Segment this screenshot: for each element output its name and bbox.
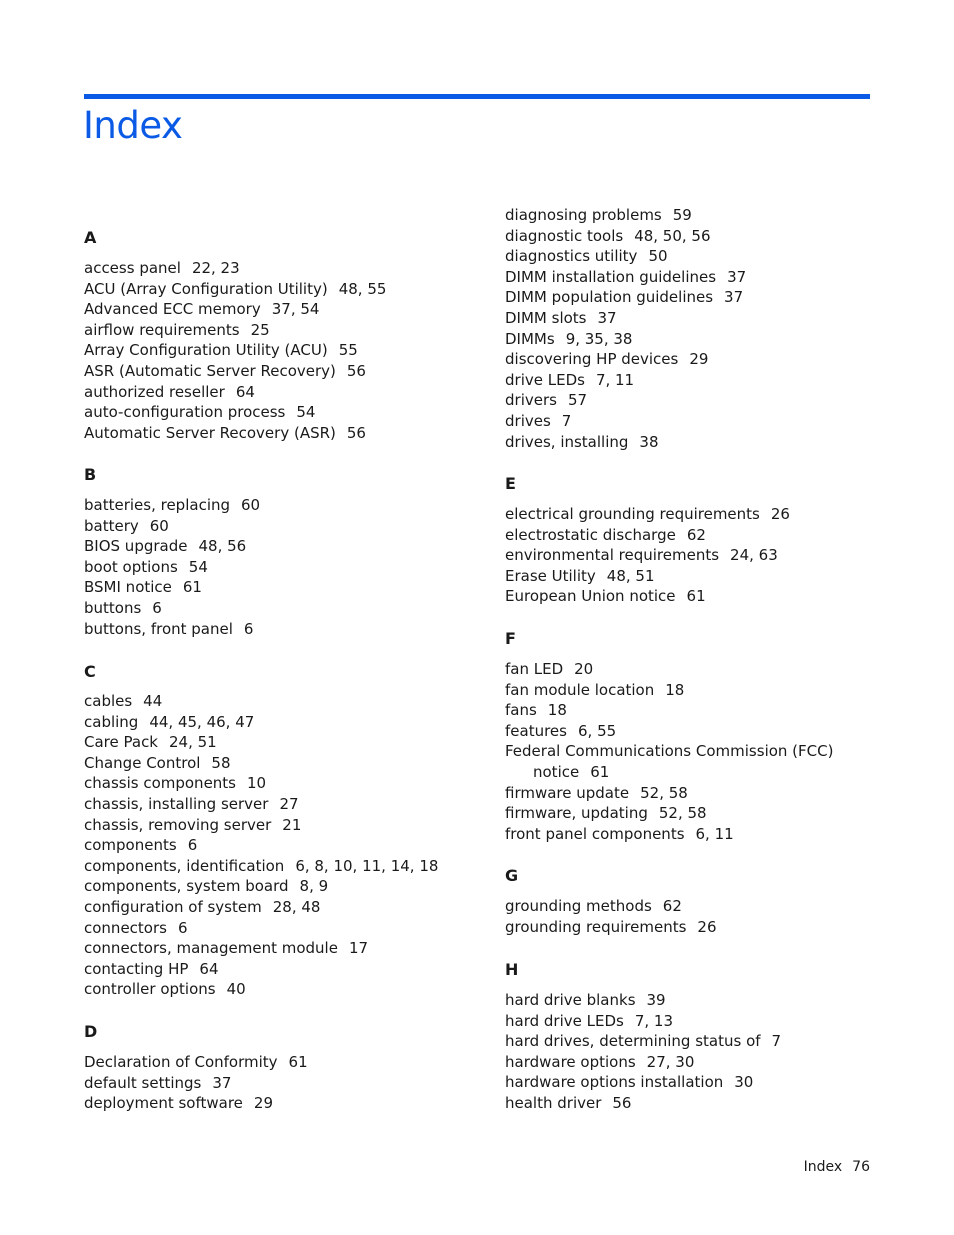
index-entry <box>505 329 632 350</box>
index-term: features <box>505 721 567 740</box>
index-term: grounding methods <box>505 897 652 915</box>
index-term: diagnostics utility <box>505 247 638 266</box>
index-term: drive LEDs <box>505 370 585 389</box>
index-entry <box>505 803 707 824</box>
index-entry <box>505 1052 694 1073</box>
index-entry <box>505 700 567 721</box>
index-entry <box>505 432 659 453</box>
index-pages: 52, 58 <box>658 804 707 823</box>
index-entry <box>505 721 616 742</box>
index-entry <box>84 340 358 361</box>
section-letter-c: C <box>84 662 96 681</box>
index-term: components, identification <box>84 856 285 875</box>
index-term: firmware, updating <box>505 804 648 823</box>
index-entry <box>84 691 162 712</box>
index-pages: 54 <box>188 557 208 576</box>
index-entry <box>505 370 634 391</box>
index-pages: 48, 51 <box>606 566 655 585</box>
index-pages: 50 <box>648 247 668 266</box>
index-term: fan module location <box>505 680 655 699</box>
index-term: DIMM installation guidelines <box>505 267 717 286</box>
index-entry <box>505 990 666 1011</box>
index-entry <box>505 525 706 546</box>
index-entry <box>84 794 299 815</box>
index-entry <box>505 411 571 432</box>
index-pages: 29 <box>689 350 709 369</box>
index-term: Array Configuration Utility (ACU) <box>84 341 328 360</box>
index-term: health driver <box>505 1094 602 1112</box>
index-entry <box>84 258 240 279</box>
index-pages: 61 <box>182 578 202 597</box>
index-term: Advanced ECC memory <box>84 300 261 319</box>
index-term: chassis, removing server <box>84 815 272 834</box>
index-term-continuation: notice <box>533 762 580 781</box>
index-term: components <box>84 836 177 855</box>
index-term: configuration of system <box>84 898 262 916</box>
index-pages: 62 <box>662 897 682 915</box>
index-entry <box>505 205 692 226</box>
index-entry <box>84 516 169 537</box>
index-term: Change Control <box>84 753 201 772</box>
index-term: fan LED <box>505 660 564 678</box>
index-term: hardware options installation <box>505 1073 724 1092</box>
index-entry <box>84 732 217 753</box>
index-entry <box>505 267 746 288</box>
index-term: connectors <box>84 918 167 937</box>
index-pages: 61 <box>686 587 706 606</box>
index-pages: 6, 8, 10, 11, 14, 18 <box>295 856 439 875</box>
index-term: buttons, front panel <box>84 619 233 638</box>
index-entry <box>505 390 587 411</box>
index-entry <box>505 226 711 247</box>
index-pages: 59 <box>672 206 692 224</box>
index-pages: 40 <box>226 980 246 999</box>
index-pages: 7, 13 <box>634 1011 673 1030</box>
index-pages: 30 <box>734 1073 754 1092</box>
index-term: BIOS upgrade <box>84 537 188 556</box>
index-term: default settings <box>84 1073 202 1092</box>
section-letter-h: H <box>505 960 519 979</box>
index-term: drives <box>505 412 551 430</box>
index-pages: 52, 58 <box>640 783 688 802</box>
index-entry <box>505 1031 781 1052</box>
index-entry <box>84 382 255 403</box>
index-entry <box>84 495 260 516</box>
index-term: electrical grounding requirements <box>505 505 760 523</box>
index-entry <box>505 566 655 587</box>
index-entry <box>84 320 270 341</box>
index-entry <box>505 783 688 804</box>
index-entry <box>84 815 301 836</box>
index-pages: 7 <box>771 1032 782 1051</box>
index-term: hard drive blanks <box>505 991 636 1009</box>
index-pages: 18 <box>547 701 567 720</box>
footer-label: Index <box>803 1159 843 1175</box>
index-entry <box>505 287 743 308</box>
index-entry <box>84 279 386 300</box>
index-pages: 20 <box>574 660 594 678</box>
index-pages: 60 <box>149 516 169 535</box>
index-entry <box>84 361 366 382</box>
index-entry <box>84 835 197 856</box>
index-pages: 37 <box>212 1073 232 1092</box>
index-term: Erase Utility <box>505 566 596 585</box>
index-entry <box>84 979 246 1000</box>
section-letter-e: E <box>505 474 516 493</box>
index-pages: 28, 48 <box>272 898 321 916</box>
index-entry <box>505 917 717 938</box>
index-pages: 37 <box>597 309 617 327</box>
index-pages: 54 <box>296 403 316 422</box>
index-pages: 61 <box>590 762 610 781</box>
index-entry <box>505 586 706 607</box>
index-entry <box>505 659 593 680</box>
index-pages: 6, 11 <box>695 824 734 843</box>
index-term: connectors, management module <box>84 939 338 958</box>
index-entry <box>84 959 219 980</box>
index-entry <box>84 557 208 578</box>
index-pages: 56 <box>612 1094 632 1112</box>
index-term: front panel components <box>505 824 685 843</box>
page-title: Index <box>83 104 183 147</box>
index-pages: 8, 9 <box>299 877 329 896</box>
index-term: BSMI notice <box>84 578 172 597</box>
index-term: auto-configuration process <box>84 403 286 422</box>
index-pages: 22, 23 <box>191 259 240 277</box>
index-pages: 17 <box>348 939 369 958</box>
index-pages: 61 <box>288 1053 308 1071</box>
index-term: Federal Communications Commission (FCC) <box>505 742 834 761</box>
index-pages: 6, 55 <box>577 721 617 740</box>
index-entry <box>505 504 790 525</box>
index-term: drives, installing <box>505 432 629 451</box>
section-letter-a: A <box>84 228 97 247</box>
index-term: grounding requirements <box>505 917 687 936</box>
index-term: battery <box>84 516 139 535</box>
index-pages: 24, 63 <box>730 546 778 565</box>
index-term: controller options <box>84 980 216 999</box>
index-term: authorized reseller <box>84 382 225 401</box>
index-entry <box>505 545 778 566</box>
index-term: firmware update <box>505 783 630 802</box>
index-pages: 44 <box>143 692 163 710</box>
index-pages: 29 <box>253 1094 273 1113</box>
index-term: environmental requirements <box>505 546 720 565</box>
index-term: Care Pack <box>84 733 158 752</box>
index-pages: 62 <box>686 525 706 544</box>
index-term: hardware options <box>505 1052 636 1071</box>
index-pages: 7, 11 <box>595 370 635 389</box>
section-letter-f: F <box>505 629 516 648</box>
index-pages: 44, 45, 46, 47 <box>149 712 255 731</box>
section-letter-b: B <box>84 465 97 484</box>
index-pages: 25 <box>250 320 270 339</box>
index-term: ASR (Automatic Server Recovery) <box>84 362 336 380</box>
index-pages: 56 <box>346 423 366 442</box>
index-term: chassis, installing server <box>84 795 269 813</box>
index-pages: 48, 56 <box>198 537 247 556</box>
index-entry <box>84 773 266 794</box>
index-pages: 27, 30 <box>646 1052 695 1071</box>
index-pages: 26 <box>770 505 790 523</box>
index-term-continued <box>505 762 833 783</box>
index-entry <box>84 577 202 598</box>
index-term: diagnostic tools <box>505 226 624 245</box>
index-entry <box>505 680 684 701</box>
index-entry <box>84 897 320 918</box>
index-entry <box>505 246 668 267</box>
section-letter-d: D <box>84 1022 98 1041</box>
index-pages: 37 <box>724 288 744 307</box>
index-pages: 64 <box>235 382 255 401</box>
page-number: 76 <box>852 1159 870 1175</box>
index-pages: 56 <box>346 362 366 380</box>
index-term: ACU (Array Configuration Utility) <box>84 279 328 298</box>
index-term: electrostatic discharge <box>505 525 676 544</box>
index-term: chassis components <box>84 774 236 793</box>
index-entry <box>84 536 246 557</box>
index-pages: 37 <box>727 267 747 286</box>
index-entry <box>505 741 833 782</box>
index-term: discovering HP devices <box>505 350 679 369</box>
index-pages: 60 <box>241 496 261 514</box>
index-pages: 27 <box>279 795 299 813</box>
index-entry <box>84 423 366 444</box>
index-entry <box>505 1011 673 1032</box>
index-term: deployment software <box>84 1094 243 1113</box>
index-pages: 10 <box>247 774 267 793</box>
index-pages: 9, 35, 38 <box>565 329 633 348</box>
index-pages: 37, 54 <box>271 300 320 319</box>
index-entry <box>84 1052 308 1073</box>
index-pages: 6 <box>187 836 198 855</box>
index-entry <box>84 856 438 877</box>
index-entry <box>505 896 682 917</box>
index-pages: 7 <box>561 412 572 430</box>
index-term: drivers <box>505 391 557 410</box>
index-entry <box>84 299 319 320</box>
index-term: airflow requirements <box>84 320 240 339</box>
index-entry <box>84 1073 231 1094</box>
index-pages: 38 <box>639 432 659 451</box>
section-letter-g: G <box>505 866 519 885</box>
index-entry <box>84 712 254 733</box>
index-pages: 26 <box>697 917 717 936</box>
index-pages: 48, 50, 56 <box>634 226 711 245</box>
index-term: cables <box>84 692 133 710</box>
index-pages: 55 <box>338 341 358 360</box>
index-term: European Union notice <box>505 587 676 606</box>
index-term: components, system board <box>84 877 289 896</box>
index-pages: 58 <box>211 753 231 772</box>
index-entry <box>84 876 328 897</box>
index-entry <box>84 598 162 619</box>
index-term: cabling <box>84 712 139 731</box>
index-pages: 6 <box>243 619 254 638</box>
index-entry <box>84 619 253 640</box>
index-term: DIMMs <box>505 329 555 348</box>
index-term: DIMM slots <box>505 309 587 327</box>
index-term: hard drives, determining status of <box>505 1032 761 1051</box>
index-entry <box>505 824 734 845</box>
index-term: buttons <box>84 599 142 617</box>
index-pages: 48, 55 <box>338 279 387 298</box>
index-entry <box>84 938 368 959</box>
index-pages: 18 <box>665 680 685 699</box>
index-term: batteries, replacing <box>84 496 231 514</box>
index-term: Automatic Server Recovery (ASR) <box>84 423 336 442</box>
index-entry <box>84 402 315 423</box>
index-pages: 6 <box>177 918 188 937</box>
index-pages: 24, 51 <box>169 733 217 752</box>
page-footer <box>804 1158 870 1176</box>
index-term: boot options <box>84 557 178 576</box>
index-entry <box>84 1093 273 1114</box>
index-pages: 39 <box>646 991 666 1009</box>
index-term: Declaration of Conformity <box>84 1053 278 1071</box>
index-entry <box>84 918 188 939</box>
index-term: contacting HP <box>84 959 189 978</box>
title-rule <box>84 94 870 99</box>
index-entry <box>84 753 231 774</box>
index-entry <box>505 308 617 329</box>
index-entry <box>505 349 708 370</box>
index-pages: 6 <box>152 599 162 617</box>
index-term: hard drive LEDs <box>505 1011 624 1030</box>
index-term: diagnosing problems <box>505 206 662 224</box>
index-term: access panel <box>84 259 181 277</box>
index-pages: 57 <box>567 391 588 410</box>
index-entry <box>505 1093 631 1114</box>
index-pages: 21 <box>282 815 302 834</box>
index-pages: 64 <box>199 959 219 978</box>
index-term: DIMM population guidelines <box>505 288 714 307</box>
index-entry <box>505 1072 753 1093</box>
index-term: fans <box>505 701 537 720</box>
